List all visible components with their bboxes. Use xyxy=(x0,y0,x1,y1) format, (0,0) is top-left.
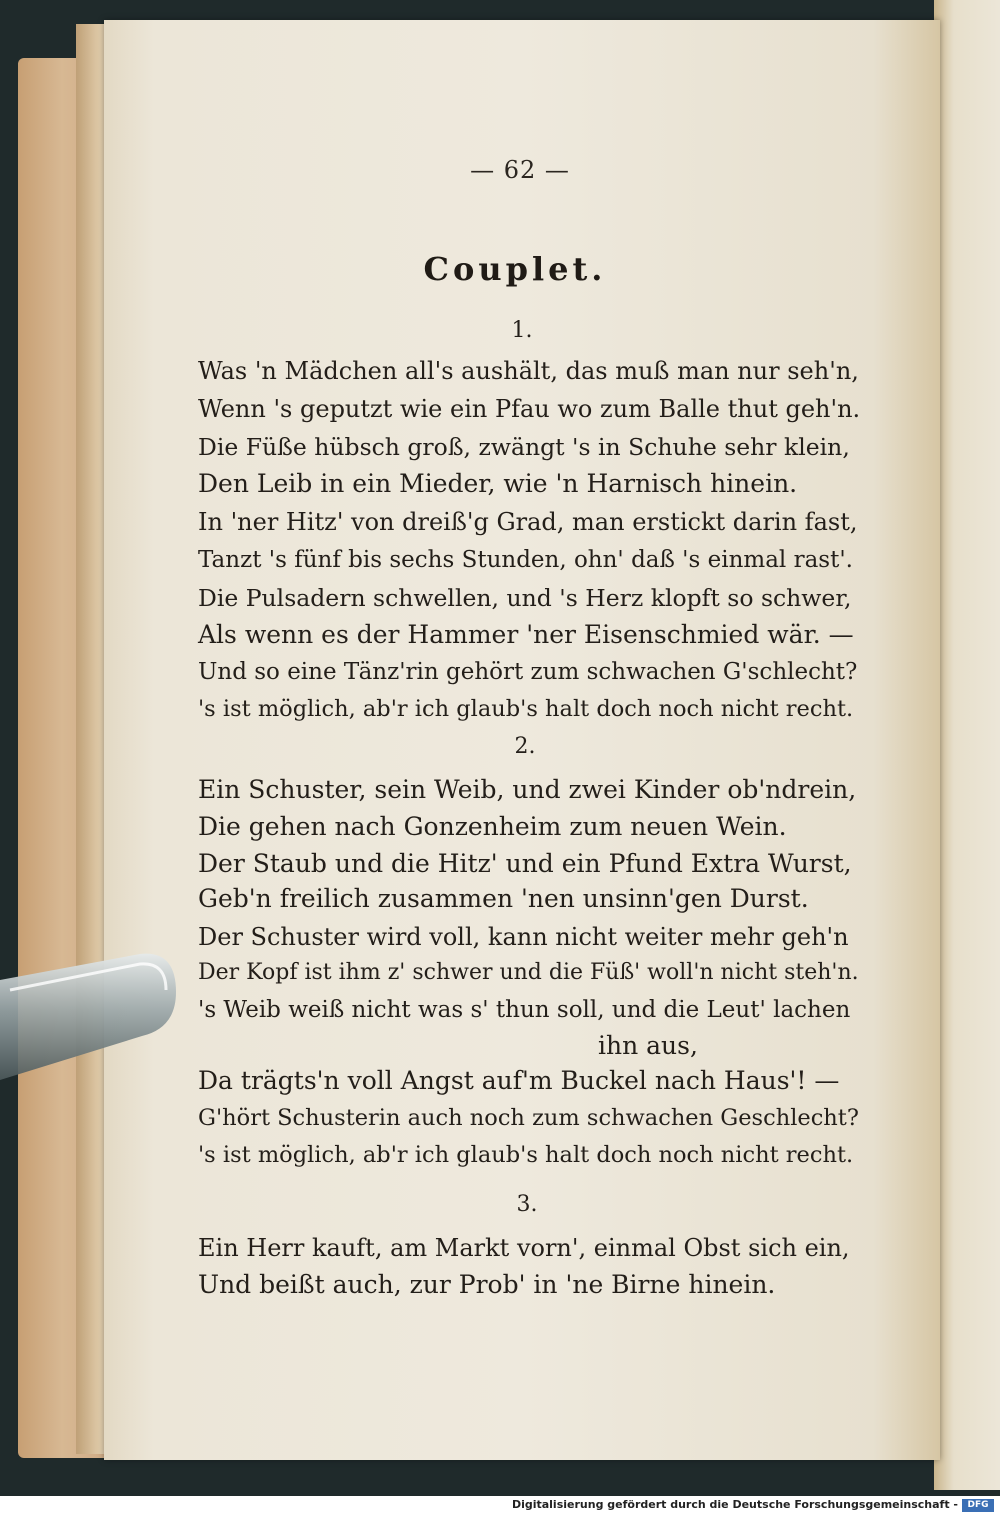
verse-line: Die Pulsadern schwellen, und 's Herz klopft so schwer, xyxy=(198,584,852,612)
verse-line: Tanzt 's fünf bis sechs Stunden, ohn' daß 's einmal rast'. xyxy=(198,547,853,573)
verse-line: 's Weib weiß nicht was s' thun soll, und die Leut' lachen xyxy=(198,997,851,1023)
verse-line: Die Füße hübsch groß, zwängt 's in Schuhe sehr klein, xyxy=(198,433,850,461)
facing-page-edge xyxy=(934,0,1000,1490)
page-holder-glass xyxy=(0,940,190,1090)
verse-line: Da trägts'n voll Angst auf'm Buckel nach Haus'! — xyxy=(198,1066,840,1095)
verse-line: Was 'n Mädchen all's aushält, das muß man nur seh'n, xyxy=(198,357,859,385)
verse-line: Geb'n freilich zusammen 'nen unsinn'gen Durst. xyxy=(198,884,809,913)
verse-line: Der Kopf ist ihm z' schwer und die Füß' woll'n nicht steh'n. xyxy=(198,960,859,985)
verse-line: Die gehen nach Gonzenheim zum neuen Wein. xyxy=(198,812,787,841)
verse-line: Der Staub und die Hitz' und ein Pfund Extra Wurst, xyxy=(198,849,852,878)
funding-notice: Digitalisierung gefördert durch die Deutsche Forschungsgemeinschaft - xyxy=(511,1498,958,1511)
verse-line: 's ist möglich, ab'r ich glaub's halt doch noch nicht recht. xyxy=(198,696,854,722)
verse-line: G'hört Schusterin auch noch zum schwachen Geschlecht? xyxy=(198,1105,859,1131)
section-heading: Couplet. xyxy=(423,250,607,288)
verse-number-2: 2. xyxy=(514,734,536,759)
verse-line: Den Leib in ein Mieder, wie 'n Harnisch hinein. xyxy=(198,469,798,498)
page-number: — 62 — xyxy=(470,156,570,184)
verse-line: Der Schuster wird voll, kann nicht weiter mehr geh'n xyxy=(198,923,849,951)
verse-line: Wenn 's geputzt wie ein Pfau wo zum Balle thut geh'n. xyxy=(198,395,861,423)
verse-line: Ein Herr kauft, am Markt vorn', einmal Obst sich ein, xyxy=(198,1234,850,1262)
verse-line: In 'ner Hitz' von dreiß'g Grad, man erstickt darin fast, xyxy=(198,508,858,536)
verse-number-1: 1. xyxy=(511,318,533,343)
verse-line: 's ist möglich, ab'r ich glaub's halt doch noch nicht recht. xyxy=(198,1142,854,1168)
verse-number-3: 3. xyxy=(516,1192,538,1217)
verse-line: Als wenn es der Hammer 'ner Eisenschmied wär. — xyxy=(198,620,854,649)
verse-line: Und beißt auch, zur Prob' in 'ne Birne hinein. xyxy=(198,1270,776,1299)
dfg-logo: DFG xyxy=(962,1499,994,1512)
verse-line: Ein Schuster, sein Weib, und zwei Kinder ob'ndrein, xyxy=(198,775,857,804)
verse-line: Und so eine Tänz'rin gehört zum schwachen G'schlecht? xyxy=(198,659,858,685)
verse-line-continuation: ihn aus, xyxy=(598,1031,698,1060)
